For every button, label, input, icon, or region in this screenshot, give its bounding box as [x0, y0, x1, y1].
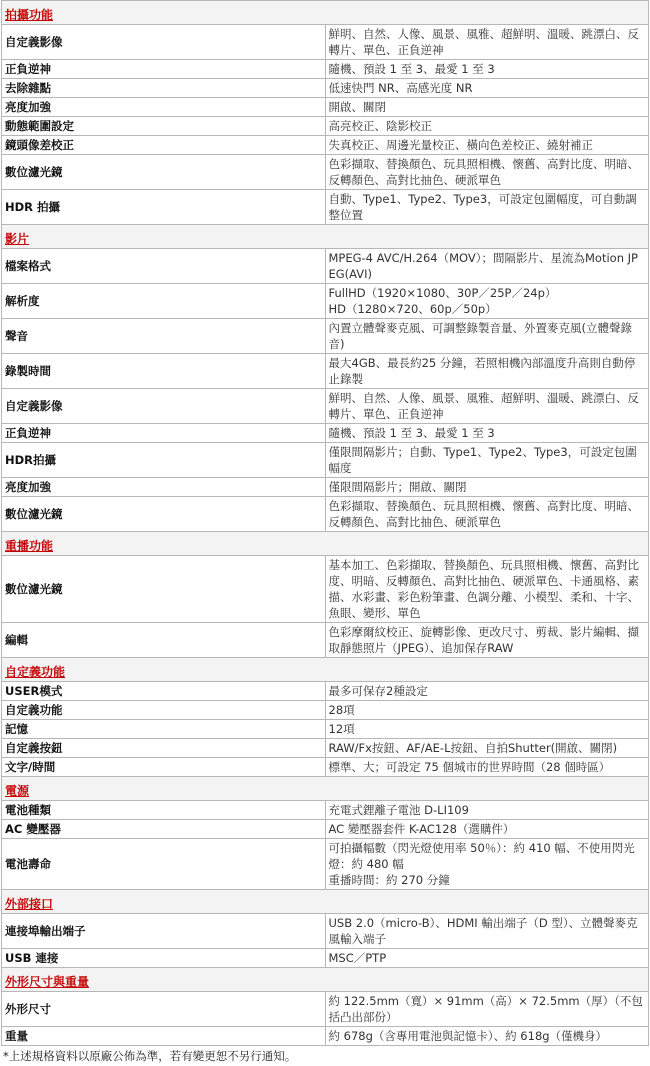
spec-value: 高亮校正、陰影校正	[325, 117, 649, 136]
spec-value: MSC／PTP	[325, 949, 649, 968]
section-title-cell	[2, 1, 649, 25]
spec-label: 編輯	[2, 623, 326, 658]
spec-row	[2, 739, 649, 758]
spec-row	[2, 1027, 649, 1046]
section-title-cell	[2, 532, 649, 556]
spec-row	[2, 155, 649, 190]
section-header	[2, 968, 649, 992]
spec-value: 隨機、預設 1 至 3、最愛 1 至 3	[325, 60, 649, 79]
section-title-cell	[2, 225, 649, 249]
spec-value: 標準、大；可設定 75 個城市的世界時間（28 個時區）	[325, 758, 649, 777]
spec-label: USB 連接	[2, 949, 326, 968]
spec-label: 電池壽命	[2, 839, 326, 890]
spec-value: 最多可保存2種設定	[325, 682, 649, 701]
spec-row	[2, 914, 649, 949]
spec-value: 內置立體聲麥克風、可調整錄製音量、外置麥克風(立體聲錄音)	[325, 319, 649, 354]
section-header	[2, 1, 649, 25]
spec-value: 基本加工、色彩擷取、替換顏色、玩具照相機、懷舊、高對比度、明暗、反轉顏色、高對比抽色、硬派單色、卡通風格、素描、水彩畫、彩色粉筆畫、色調分離、小模型、柔和、十字、魚眼、變形、單色	[325, 556, 649, 623]
spec-label: USER模式	[2, 682, 326, 701]
spec-row	[2, 758, 649, 777]
spec-value: 約 122.5mm（寬）× 91mm（高）× 72.5mm（厚）（不包括凸出部份）	[325, 992, 649, 1027]
spec-label: 檔案格式	[2, 249, 326, 284]
spec-value: 28項	[325, 701, 649, 720]
spec-value: 鮮明、自然、人像、風景、風雅、超鮮明、溫暖、跳漂白、反轉片、單色、正負逆神	[325, 25, 649, 60]
spec-label: 去除雜點	[2, 79, 326, 98]
spec-label: 自定義功能	[2, 701, 326, 720]
spec-value: 充電式鋰離子電池 D-LI109	[325, 801, 649, 820]
spec-row	[2, 801, 649, 820]
section-header	[2, 532, 649, 556]
section-title-cell	[2, 658, 649, 682]
spec-row	[2, 556, 649, 623]
spec-row	[2, 992, 649, 1027]
spec-label: 自定義影像	[2, 389, 326, 424]
spec-value: USB 2.0（micro-B）、HDMI 輸出端子（D 型）、立體聲麥克風輸入端子	[325, 914, 649, 949]
footnote: *上述規格資料以原廠公佈為準，若有變更恕不另行通知。	[3, 1049, 297, 1063]
spec-value: 可拍攝幅數（閃光燈使用率 50％）：約 410 幅、不使用閃光燈：約 480 幅 重播時間：約 270 分鐘	[325, 839, 649, 890]
spec-label: 亮度加強	[2, 98, 326, 117]
spec-row	[2, 682, 649, 701]
spec-row	[2, 190, 649, 225]
spec-row	[2, 478, 649, 497]
spec-row	[2, 319, 649, 354]
spec-label: 亮度加強	[2, 478, 326, 497]
spec-value: AC 變壓器套件 K-AC128（選購件）	[325, 820, 649, 839]
spec-label: 錄製時間	[2, 354, 326, 389]
spec-label: AC 變壓器	[2, 820, 326, 839]
spec-value: 12項	[325, 720, 649, 739]
spec-row	[2, 424, 649, 443]
spec-label: 數位濾光鏡	[2, 556, 326, 623]
spec-table-body	[2, 1, 649, 1046]
section-header	[2, 225, 649, 249]
spec-row	[2, 497, 649, 532]
spec-value: 約 678g（含專用電池與記憶卡）、約 618g（僅機身）	[325, 1027, 649, 1046]
spec-row	[2, 284, 649, 319]
spec-value: 隨機、預設 1 至 3、最愛 1 至 3	[325, 424, 649, 443]
spec-row	[2, 79, 649, 98]
spec-value: 開啟、關閉	[325, 98, 649, 117]
spec-table	[1, 0, 649, 1046]
spec-label: 記憶	[2, 720, 326, 739]
spec-label: 自定義按鈕	[2, 739, 326, 758]
spec-row	[2, 389, 649, 424]
spec-label: 自定義影像	[2, 25, 326, 60]
spec-value: FullHD（1920×1080、30P／25P／24p） HD（1280×720、60p／50p）	[325, 284, 649, 319]
spec-row	[2, 443, 649, 478]
section-title: 外形尺寸與重量	[5, 975, 90, 989]
section-title: 重播功能	[5, 539, 54, 553]
spec-row	[2, 623, 649, 658]
spec-value: 失真校正、周邊光量校正、橫向色差校正、繞射補正	[325, 136, 649, 155]
spec-label: 聲音	[2, 319, 326, 354]
spec-row	[2, 249, 649, 284]
spec-label: 重量	[2, 1027, 326, 1046]
spec-label: 連接埠輸出端子	[2, 914, 326, 949]
spec-label: 文字/時間	[2, 758, 326, 777]
spec-label: 正負逆神	[2, 424, 326, 443]
spec-label: 鏡頭像差校正	[2, 136, 326, 155]
spec-row	[2, 60, 649, 79]
section-title: 影片	[5, 232, 30, 246]
section-title-cell	[2, 890, 649, 914]
spec-label: 數位濾光鏡	[2, 155, 326, 190]
spec-row	[2, 136, 649, 155]
spec-value: 最大4GB、最長約25 分鐘，若照相機內部溫度升高則自動停止錄製	[325, 354, 649, 389]
spec-value: 自動、Type1、Type2、Type3，可設定包圍幅度，可自動調整位置	[325, 190, 649, 225]
spec-value: 僅限間隔影片；自動、Type1、Type2、Type3，可設定包圍幅度	[325, 443, 649, 478]
spec-label: 數位濾光鏡	[2, 497, 326, 532]
section-title: 自定義功能	[5, 665, 66, 679]
spec-value: 色彩摩爾紋校正、旋轉影像、更改尺寸、剪裁、影片編輯、擷取靜態照片（JPEG）、追加保存RAW	[325, 623, 649, 658]
spec-value: 色彩擷取、替換顏色、玩具照相機、懷舊、高對比度、明暗、反轉顏色、高對比抽色、硬派單色	[325, 497, 649, 532]
spec-label: 電池種類	[2, 801, 326, 820]
spec-value: 僅限間隔影片；開啟、關閉	[325, 478, 649, 497]
spec-row	[2, 720, 649, 739]
section-title-cell	[2, 777, 649, 801]
spec-label: 解析度	[2, 284, 326, 319]
spec-row	[2, 117, 649, 136]
section-header	[2, 890, 649, 914]
spec-label: 動態範圍設定	[2, 117, 326, 136]
section-title-cell	[2, 968, 649, 992]
spec-label: HDR 拍攝	[2, 190, 326, 225]
spec-value: RAW/Fx按鈕、AF/AE-L按鈕、自拍Shutter(開啟、關閉)	[325, 739, 649, 758]
section-header	[2, 777, 649, 801]
spec-row	[2, 98, 649, 117]
section-title: 電源	[5, 784, 30, 798]
spec-row	[2, 25, 649, 60]
section-title: 外部接口	[5, 897, 54, 911]
spec-row	[2, 949, 649, 968]
spec-row	[2, 701, 649, 720]
spec-label: HDR拍攝	[2, 443, 326, 478]
spec-label: 正負逆神	[2, 60, 326, 79]
spec-value: 色彩擷取、替換顏色、玩具照相機、懷舊、高對比度、明暗、反轉顏色、高對比抽色、硬派單色	[325, 155, 649, 190]
spec-value: 低速快門 NR、高感光度 NR	[325, 79, 649, 98]
spec-row	[2, 354, 649, 389]
section-title: 拍攝功能	[5, 8, 54, 22]
spec-label: 外形尺寸	[2, 992, 326, 1027]
spec-row	[2, 839, 649, 890]
spec-row	[2, 820, 649, 839]
section-header	[2, 658, 649, 682]
spec-value: 鮮明、自然、人像、風景、風雅、超鮮明、溫暖、跳漂白、反轉片、單色、正負逆神	[325, 389, 649, 424]
spec-value: MPEG-4 AVC/H.264（MOV）；間隔影片、星流為Motion JPEG(AVI)	[325, 249, 649, 284]
